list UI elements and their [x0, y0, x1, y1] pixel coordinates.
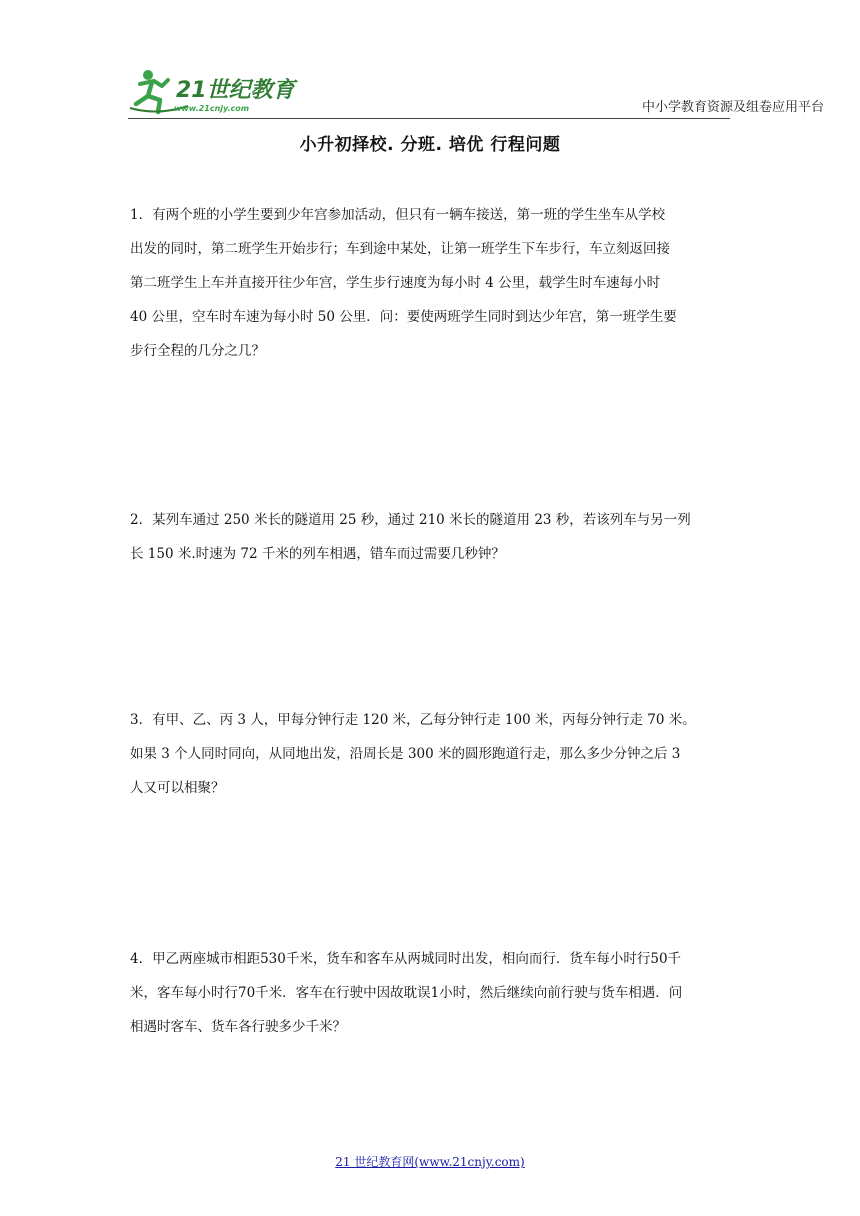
question-3 [130, 703, 732, 805]
question-line: 3．有甲、乙、丙 3 人，甲每分钟行走 120 米，乙每分钟行走 100 米，丙每分钟行走 70 米。 [130, 712, 696, 728]
question-4 [130, 942, 732, 1044]
question-line: 相遇时客车、货车各行驶多少千米？ [130, 1019, 346, 1035]
question-2 [130, 503, 732, 571]
question-line: 长 150 米.时速为 72 千米的列车相遇，错车而过需要几秒钟？ [130, 546, 505, 562]
footer-link[interactable]: 21 世纪教育网(www.21cnjy.com) [335, 1155, 525, 1169]
question-line: 人又可以相聚？ [130, 780, 225, 796]
question-line: 1．有两个班的小学生要到少年宫参加活动，但只有一辆车接送，第一班的学生坐车从学校 [130, 207, 666, 223]
page-header [128, 64, 824, 120]
question-1 [130, 198, 732, 368]
page-footer [0, 1153, 860, 1170]
question-line: 米，客车每小时行70千米．客车在行驶中因故耽误1小时，然后继续向前行驶与货车相遇．问 [130, 985, 683, 1001]
question-line: 第二班学生上车并直接开往少年宫，学生步行速度为每小时 4 公里，载学生时车速每小时 [130, 275, 661, 291]
question-line: 步行全程的几分之几？ [130, 343, 265, 359]
question-line: 2．某列车通过 250 米长的隧道用 25 秒，通过 210 米长的隧道用 23 秒，若该列车与另一列 [130, 512, 691, 528]
logo-text: 21世纪教育 [176, 78, 295, 103]
question-line: 出发的同时，第二班学生开始步行；车到途中某处，让第一班学生下车步行，车立刻返回接 [130, 241, 670, 257]
logo-url-text: www.21cnjy.com [174, 104, 250, 113]
header-platform-text: 中小学教育资源及组卷应用平台 [641, 100, 824, 115]
question-line: 40 公里，空车时车速为每小时 50 公里．问：要使两班学生同时到达少年宫，第一班学生要 [130, 309, 677, 325]
page-title: 小升初择校. 分班. 培优 行程问题 [299, 135, 561, 155]
runner-logo-icon [128, 64, 308, 118]
site-logo[interactable] [128, 64, 308, 118]
question-line: 4．甲乙两座城市相距530千米，货车和客车从两城同时出发，相向而行．货车每小时行50千 [130, 951, 682, 967]
question-line: 如果 3 个人同时同向，从同地出发，沿周长是 300 米的圆形跑道行走，那么多少分钟之后 3 [130, 746, 681, 762]
header-divider [128, 118, 730, 119]
